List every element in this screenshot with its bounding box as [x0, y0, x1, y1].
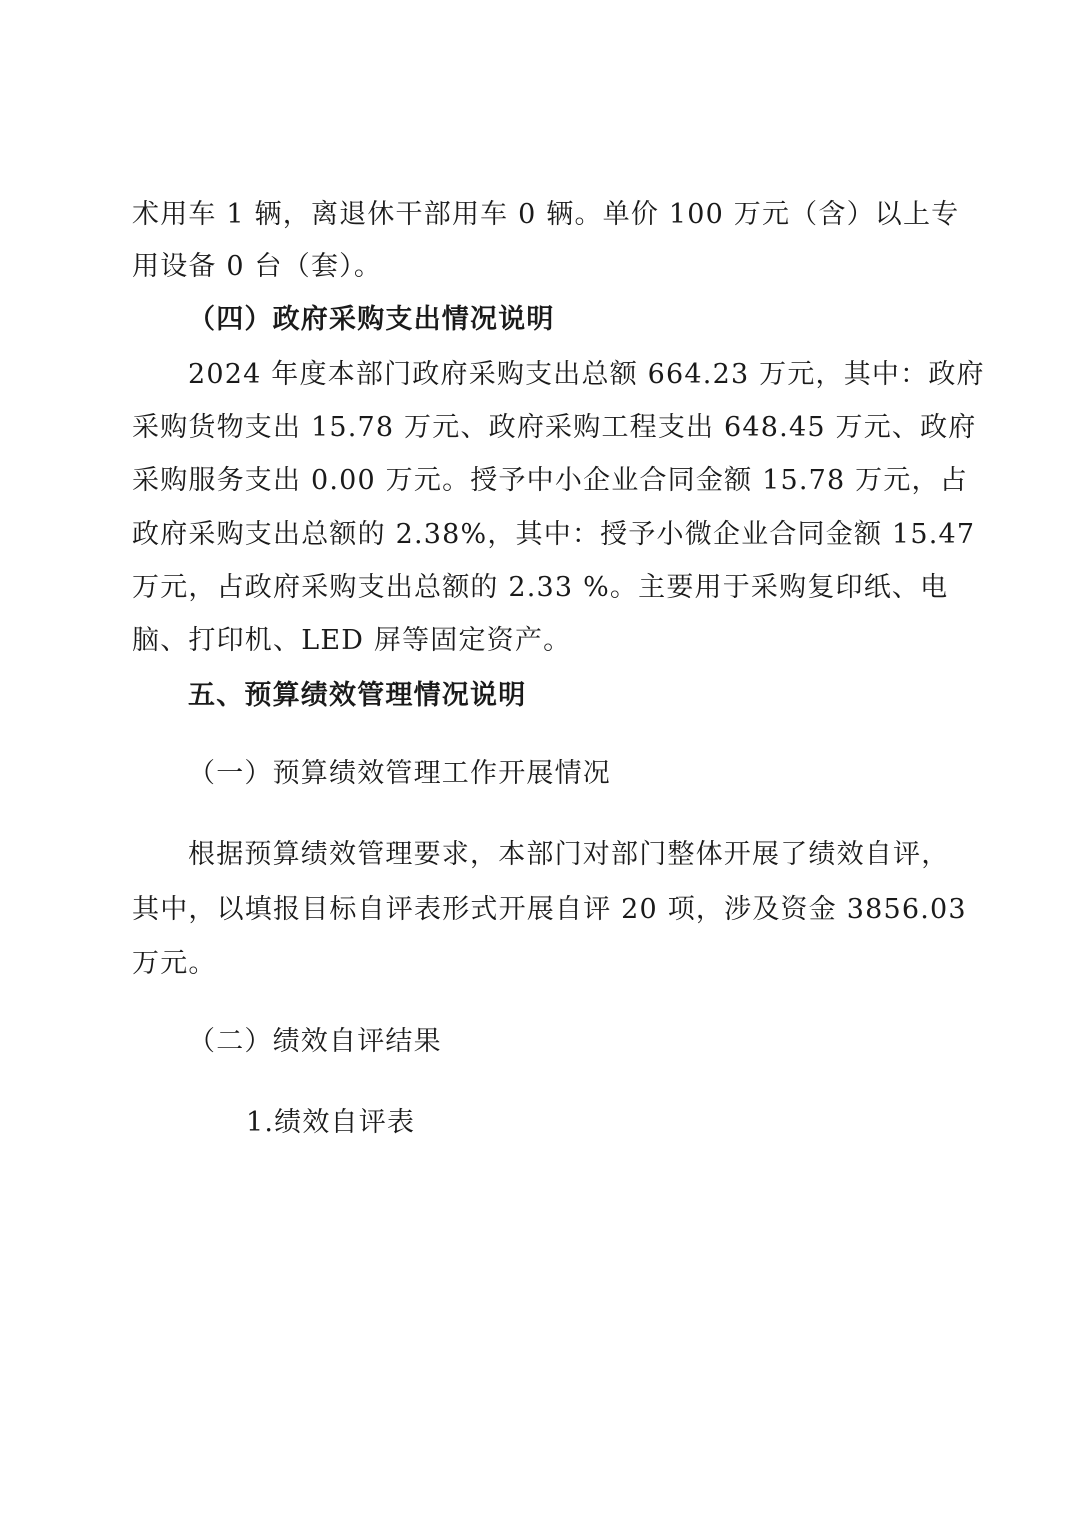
paragraph-line: 术用车 1 辆，离退休干部用车 0 辆。单价 100 万元（含）以上专 [132, 199, 960, 230]
heading-sub-1: （一）预算绩效管理工作开展情况 [188, 758, 611, 789]
heading-procurement: （四）政府采购支出情况说明 [188, 304, 555, 335]
paragraph-line: 政府采购支出总额的 2.38%，其中：授予小微企业合同金额 15.47 [132, 519, 976, 550]
heading-sub-2: （二）绩效自评结果 [188, 1026, 442, 1057]
list-item: 1.绩效自评表 [246, 1107, 416, 1138]
paragraph-line: 2024 年度本部门政府采购支出总额 664.23 万元，其中：政府 [188, 359, 985, 390]
paragraph-line: 用设备 0 台（套）。 [132, 251, 383, 282]
paragraph-line: 采购服务支出 0.00 万元。授予中小企业合同金额 15.78 万元，占 [132, 465, 968, 496]
paragraph-line: 万元。 [132, 948, 217, 979]
paragraph-line: 脑、打印机、LED 屏等固定资产。 [132, 625, 572, 656]
paragraph-line: 其中，以填报目标自评表形式开展自评 20 项，涉及资金 3856.03 [132, 894, 967, 925]
paragraph-line: 根据预算绩效管理要求，本部门对部门整体开展了绩效自评， [188, 839, 950, 870]
heading-section-5: 五、预算绩效管理情况说明 [188, 680, 527, 711]
paragraph-line: 采购货物支出 15.78 万元、政府采购工程支出 648.45 万元、政府 [132, 412, 977, 443]
paragraph-line: 万元，占政府采购支出总额的 2.33 %。主要用于采购复印纸、电 [132, 572, 949, 603]
